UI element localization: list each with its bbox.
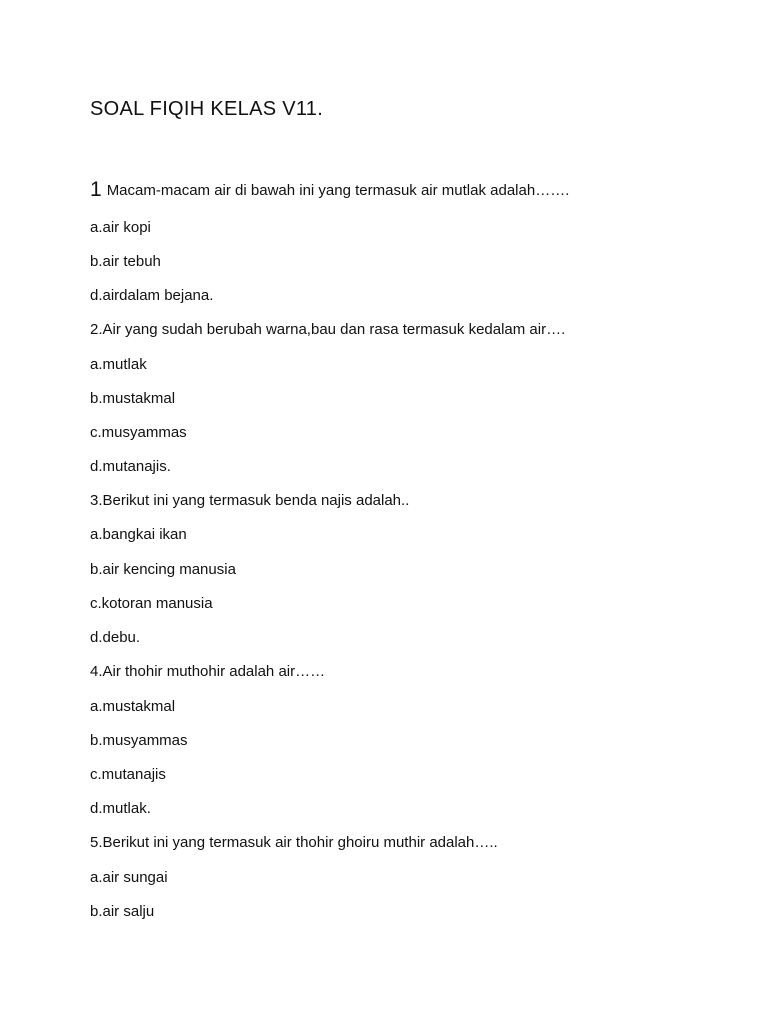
answer-option: a.air sungai	[90, 869, 168, 886]
answer-option: d.mutanajis.	[90, 458, 171, 475]
question-5: 5.Berikut ini yang termasuk air thohir ghoiru muthir adalah…..	[90, 834, 498, 851]
answer-option: a.mutlak	[90, 356, 147, 373]
answer-option: d.mutlak.	[90, 800, 151, 817]
question-1	[90, 180, 569, 201]
document-title: SOAL FIQIH KELAS V11.	[90, 98, 324, 120]
answer-option: b.mustakmal	[90, 390, 176, 407]
answer-option: a.mustakmal	[90, 698, 176, 715]
answer-option: b.air tebuh	[90, 253, 161, 270]
answer-option: d.debu.	[90, 629, 141, 646]
answer-option: b.air salju	[90, 903, 155, 920]
answer-option: d.airdalam bejana.	[90, 287, 214, 304]
answer-option: c.mutanajis	[90, 766, 166, 783]
question-2: 2.Air yang sudah berubah warna,bau dan rasa termasuk kedalam air….	[90, 321, 566, 338]
answer-option: b.air kencing manusia	[90, 561, 236, 578]
answer-option: a.air kopi	[90, 219, 151, 236]
question-4: 4.Air thohir muthohir adalah air……	[90, 663, 326, 680]
answer-option: a.bangkai ikan	[90, 526, 187, 543]
answer-option: c.musyammas	[90, 424, 187, 441]
question-3: 3.Berikut ini yang termasuk benda najis adalah..	[90, 492, 410, 509]
question-number: 1	[90, 178, 102, 201]
question-text: Macam-macam air di bawah ini yang termasuk air mutlak adalah…….	[106, 182, 570, 199]
answer-option: b.musyammas	[90, 732, 188, 749]
answer-option: c.kotoran manusia	[90, 595, 213, 612]
